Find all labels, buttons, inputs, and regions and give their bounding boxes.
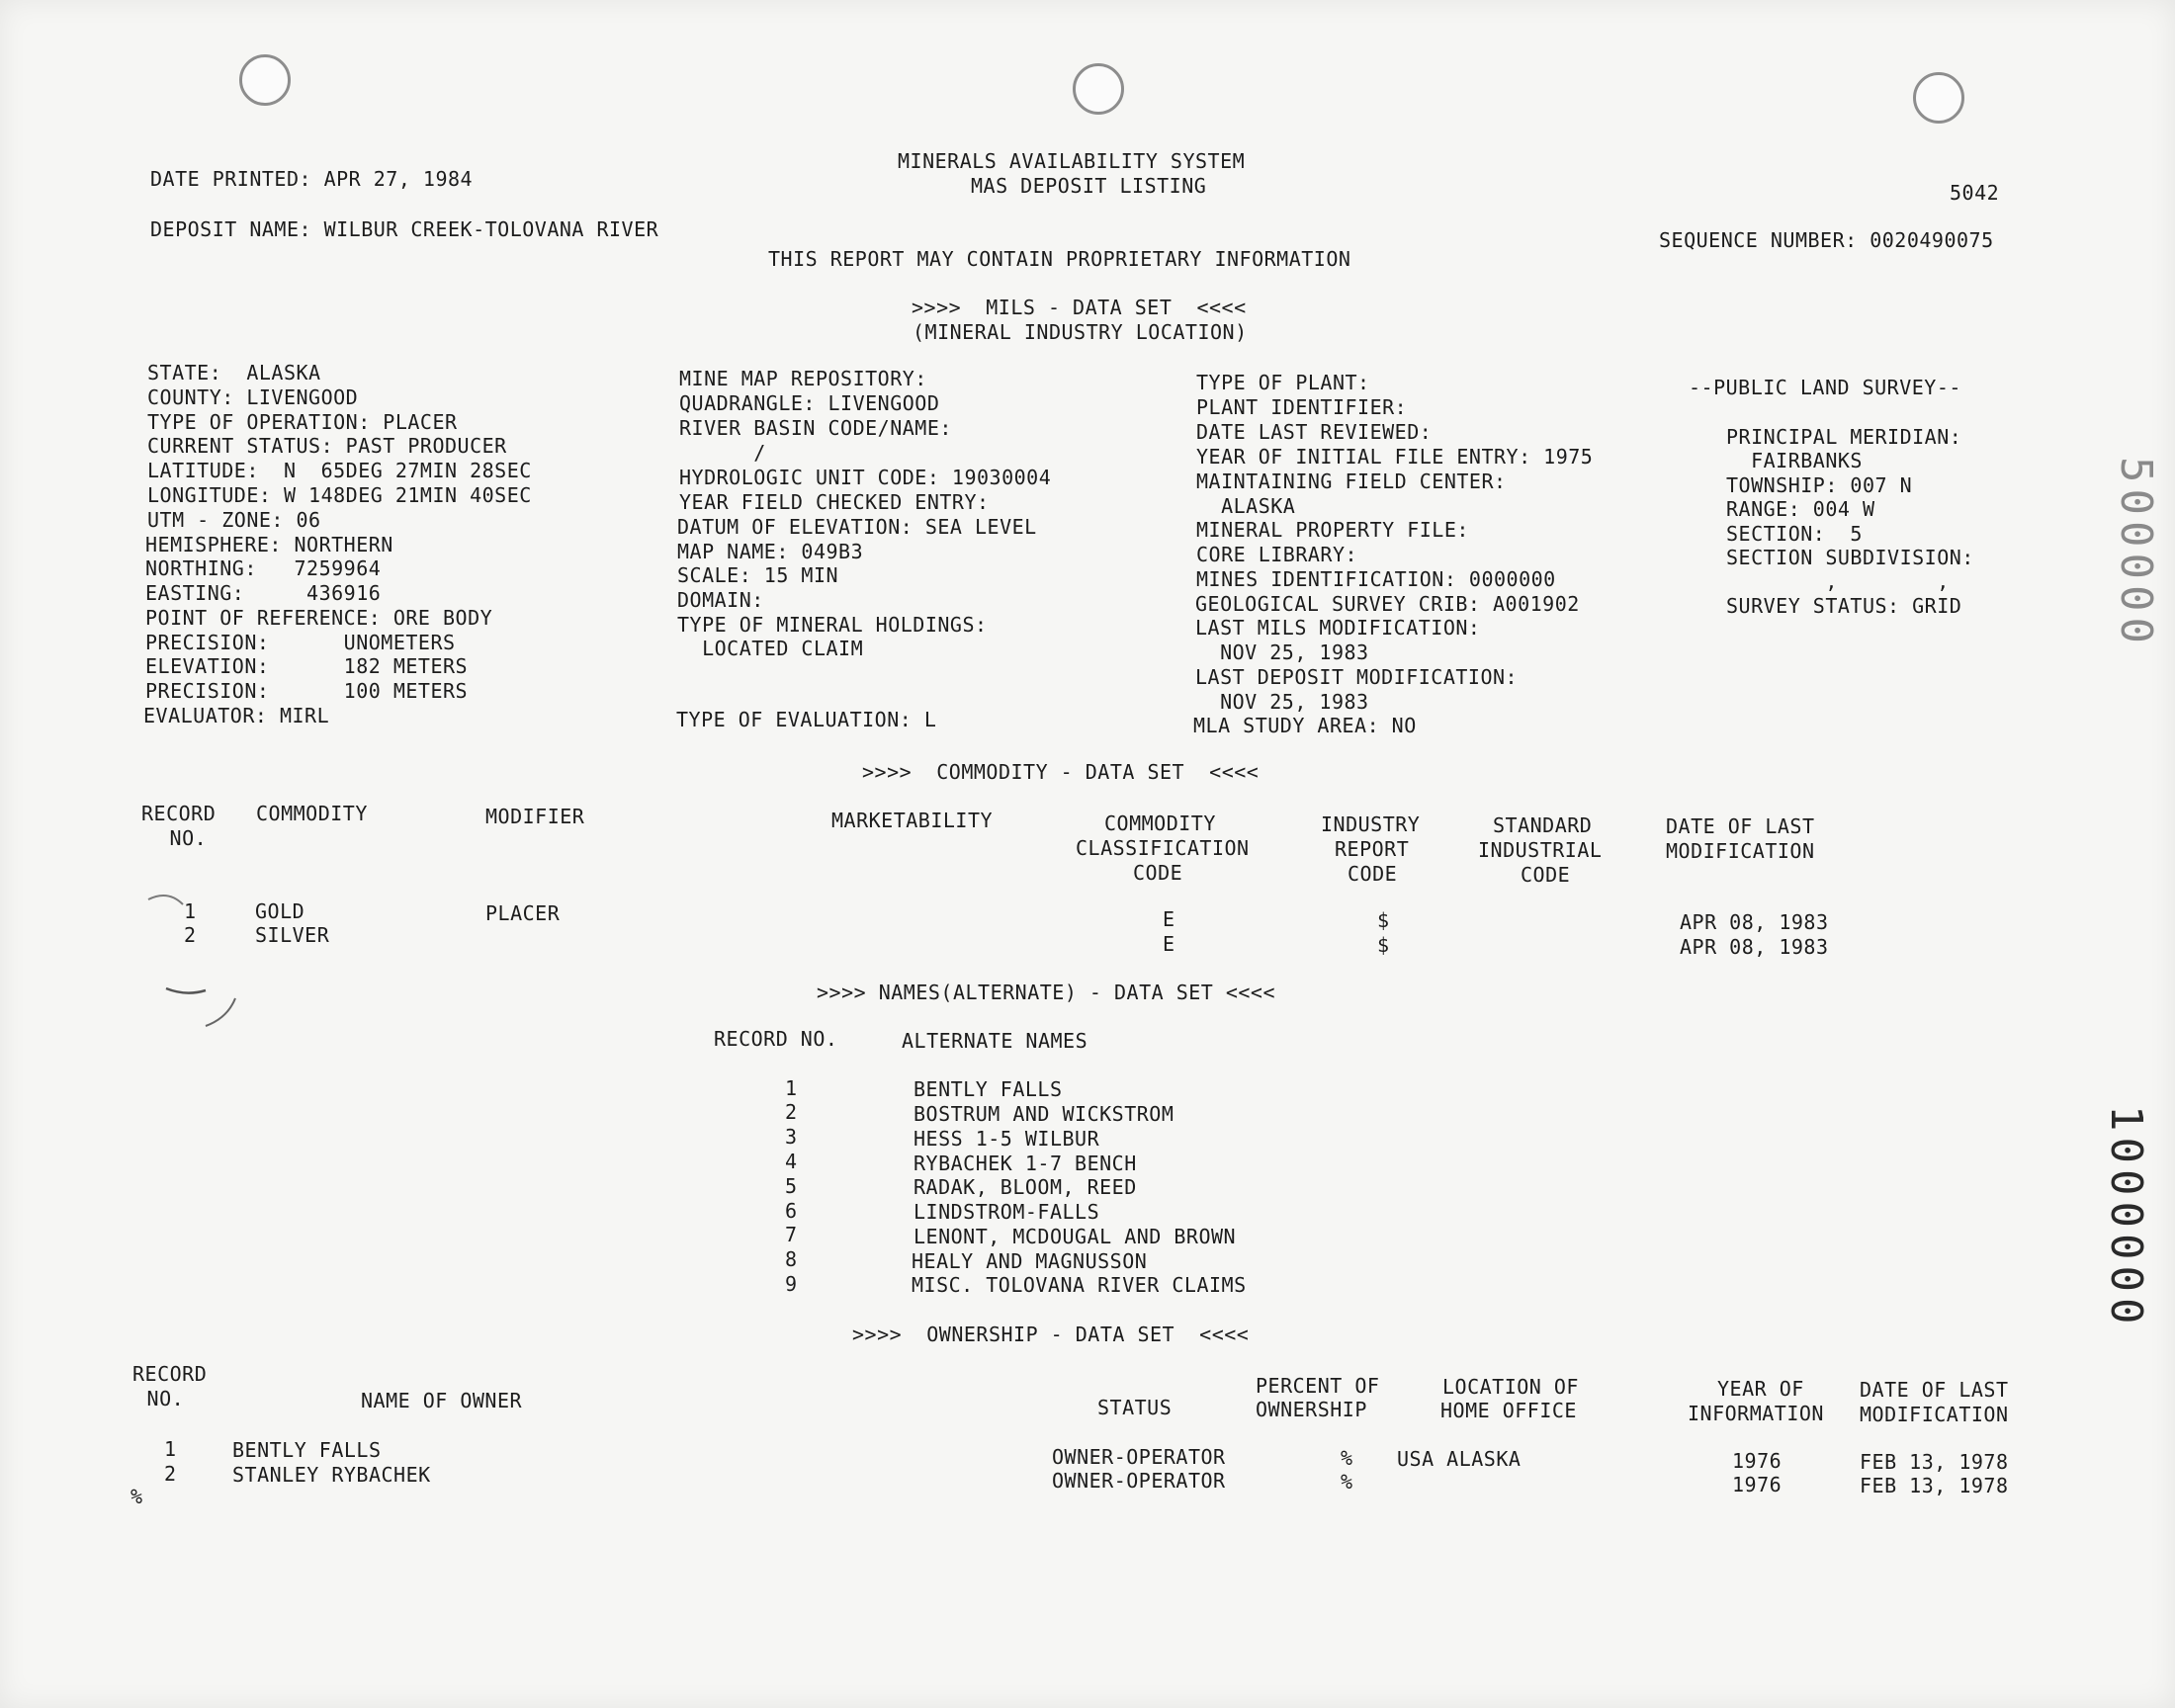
commodity-record-no: 2 — [184, 923, 197, 947]
name-record-no: 5 — [785, 1174, 798, 1198]
owner-name: BENTLY FALLS — [232, 1438, 382, 1462]
mils-field: MAP NAME: 049B3 — [677, 540, 864, 563]
owner-record-no: 1 — [164, 1437, 177, 1461]
commodity-date: APR 08, 1983 — [1680, 910, 1829, 934]
mils-field: CORE LIBRARY: — [1196, 543, 1358, 566]
owner-percent: % — [1341, 1470, 1353, 1494]
mils-field: TOWNSHIP: 007 N — [1726, 473, 1913, 497]
ownership-footer-mark: % — [130, 1485, 143, 1508]
own-header-date: MODIFICATION — [1860, 1403, 2009, 1426]
commodity-name: SILVER — [255, 923, 330, 947]
name-record-no: 3 — [785, 1125, 798, 1149]
mils-field: EVALUATOR: MIRL — [143, 704, 330, 727]
mils-field: DATUM OF ELEVATION: SEA LEVEL — [677, 515, 1037, 539]
col-header-modifier: MODIFIER — [485, 805, 585, 828]
mils-field: TYPE OF EVALUATION: L — [676, 708, 937, 731]
mils-field: HEMISPHERE: NORTHERN — [145, 533, 393, 556]
col-header-sic: CODE — [1521, 863, 1571, 887]
names-header-record: RECORD NO. — [714, 1027, 838, 1051]
mils-field: QUADRANGLE: LIVENGOOD — [679, 391, 940, 415]
names-section-title: >>>> NAMES(ALTERNATE) - DATA SET <<<< — [817, 981, 1276, 1004]
alternate-name: BOSTRUM AND WICKSTROM — [914, 1102, 1174, 1126]
col-header-industry: CODE — [1348, 862, 1398, 886]
col-header-date: DATE OF LAST — [1666, 814, 1815, 838]
margin-stamp-upper: 500000 — [2111, 457, 2161, 649]
mils-field: CURRENT STATUS: PAST PRODUCER — [147, 434, 507, 458]
col-header-classification: CODE — [1133, 861, 1183, 885]
owner-date: FEB 13, 1978 — [1860, 1474, 2009, 1497]
mils-field: PRINCIPAL MERIDIAN: — [1726, 425, 1962, 449]
mils-field: SURVEY STATUS: GRID — [1726, 594, 1962, 618]
owner-percent: % — [1341, 1446, 1353, 1470]
own-header-owner: NAME OF OWNER — [361, 1389, 523, 1412]
owner-year: 1976 — [1732, 1449, 1783, 1473]
own-header-location: HOME OFFICE — [1440, 1399, 1577, 1422]
mils-field: EASTING: 436916 — [145, 581, 382, 605]
name-record-no: 1 — [785, 1076, 798, 1100]
col-header-classification: CLASSIFICATION — [1076, 836, 1250, 860]
commodity-industry-code: $ — [1377, 908, 1390, 932]
owner-record-no: 2 — [164, 1462, 177, 1486]
handwritten-marks — [119, 870, 257, 1028]
mils-field: MAINTAINING FIELD CENTER: — [1196, 470, 1507, 493]
mils-field: LAST MILS MODIFICATION: — [1195, 616, 1481, 640]
own-header-record: RECORD — [132, 1362, 208, 1386]
name-record-no: 8 — [785, 1247, 798, 1271]
mils-field: ALASKA — [1196, 494, 1296, 518]
mils-field: STATE: ALASKA — [147, 361, 321, 384]
mils-field: TYPE OF OPERATION: PLACER — [147, 410, 458, 434]
commodity-record-no: 1 — [184, 899, 197, 923]
mils-section-title: >>>> MILS - DATA SET <<<< — [912, 296, 1247, 319]
alternate-name: HESS 1-5 WILBUR — [914, 1127, 1100, 1151]
col-header-date: MODIFICATION — [1666, 839, 1815, 863]
mils-field: SECTION SUBDIVISION: — [1726, 546, 1974, 569]
mils-field: RANGE: 004 W — [1726, 497, 1875, 521]
mils-field: DOMAIN: — [677, 588, 764, 612]
mils-field: PLANT IDENTIFIER: — [1196, 395, 1408, 419]
mils-field: RIVER BASIN CODE/NAME: — [679, 416, 952, 440]
mils-field: MINES IDENTIFICATION: 0000000 — [1196, 567, 1556, 591]
alternate-name: HEALY AND MAGNUSSON — [912, 1249, 1148, 1273]
own-header-percent: OWNERSHIP — [1256, 1398, 1367, 1421]
name-record-no: 7 — [785, 1223, 798, 1246]
mils-field: HYDROLOGIC UNIT CODE: 19030004 — [679, 466, 1052, 489]
commodity-class-code: E — [1163, 907, 1175, 931]
mils-field: PRECISION: UNOMETERS — [145, 631, 456, 654]
mils-field: MLA STUDY AREA: NO — [1193, 714, 1417, 737]
own-header-record: NO. — [134, 1387, 185, 1410]
mils-field: YEAR FIELD CHECKED ENTRY: — [679, 490, 990, 514]
mils-field: SCALE: 15 MIN — [677, 563, 839, 587]
owner-date: FEB 13, 1978 — [1860, 1450, 2009, 1474]
owner-name: STANLEY RYBACHEK — [232, 1463, 431, 1487]
ownership-section-title: >>>> OWNERSHIP - DATA SET <<<< — [852, 1323, 1250, 1346]
mils-field: MINE MAP REPOSITORY: — [679, 367, 927, 390]
mils-field: LOCATED CLAIM — [677, 637, 864, 660]
mils-field: MINERAL PROPERTY FILE: — [1196, 518, 1469, 542]
own-header-date: DATE OF LAST — [1860, 1378, 2009, 1402]
own-header-percent: PERCENT OF — [1256, 1374, 1380, 1398]
alternate-name: RADAK, BLOOM, REED — [914, 1175, 1137, 1199]
mils-field: , , — [1726, 569, 1950, 593]
listing-title: MAS DEPOSIT LISTING — [971, 174, 1207, 198]
mils-field: LONGITUDE: W 148DEG 21MIN 40SEC — [147, 483, 532, 507]
mils-field: FAIRBANKS — [1726, 449, 1863, 472]
commodity-name: GOLD — [255, 899, 305, 923]
alternate-name: RYBACHEK 1-7 BENCH — [914, 1152, 1137, 1175]
own-header-status: STATUS — [1097, 1396, 1173, 1419]
commodity-industry-code: $ — [1377, 933, 1390, 957]
name-record-no: 6 — [785, 1199, 798, 1223]
public-land-survey-title: --PUBLIC LAND SURVEY-- — [1689, 376, 1961, 399]
mils-section-subtitle: (MINERAL INDUSTRY LOCATION) — [913, 320, 1248, 344]
margin-stamp-lower: 1000000 — [2101, 1105, 2151, 1330]
mils-field: LATITUDE: N 65DEG 27MIN 28SEC — [147, 459, 532, 482]
mils-field: / — [679, 441, 766, 465]
punch-hole-right — [1913, 72, 1964, 124]
alternate-name: BENTLY FALLS — [914, 1077, 1063, 1101]
punch-hole-left — [239, 54, 291, 106]
col-header-industry: REPORT — [1335, 837, 1410, 861]
system-title: MINERALS AVAILABILITY SYSTEM — [898, 149, 1246, 173]
mils-field: TYPE OF MINERAL HOLDINGS: — [677, 613, 988, 637]
owner-location: USA ALASKA — [1397, 1447, 1522, 1471]
mils-field: SECTION: 5 — [1726, 522, 1863, 546]
own-header-year: YEAR OF — [1717, 1377, 1804, 1401]
alternate-name: LENONT, MCDOUGAL AND BROWN — [914, 1225, 1237, 1248]
name-record-no: 4 — [785, 1150, 798, 1173]
mils-field: PRECISION: 100 METERS — [145, 679, 469, 703]
names-header-alternate: ALTERNATE NAMES — [902, 1029, 1088, 1053]
commodity-section-title: >>>> COMMODITY - DATA SET <<<< — [862, 760, 1260, 784]
own-header-location: LOCATION OF — [1442, 1375, 1579, 1399]
deposit-name: DEPOSIT NAME: WILBUR CREEK-TOLOVANA RIVER — [150, 217, 659, 241]
name-record-no: 9 — [785, 1272, 798, 1296]
own-header-year: INFORMATION — [1688, 1402, 1824, 1425]
mils-field: GEOLOGICAL SURVEY CRIB: A001902 — [1195, 592, 1580, 616]
col-header-record: RECORD — [141, 802, 217, 825]
owner-year: 1976 — [1732, 1473, 1783, 1496]
mils-field: TYPE OF PLANT: — [1196, 371, 1370, 394]
sequence-number: SEQUENCE NUMBER: 0020490075 — [1659, 228, 1994, 252]
owner-status: OWNER-OPERATOR — [1052, 1469, 1226, 1493]
mils-field: UTM - ZONE: 06 — [147, 508, 321, 532]
col-header-record: NO. — [157, 826, 208, 850]
mils-field: ELEVATION: 182 METERS — [145, 654, 469, 678]
alternate-name: MISC. TOLOVANA RIVER CLAIMS — [912, 1273, 1247, 1297]
proprietary-note: THIS REPORT MAY CONTAIN PROPRIETARY INFORMATION — [768, 247, 1351, 271]
mils-field: COUNTY: LIVENGOOD — [147, 385, 359, 409]
col-header-sic: STANDARD — [1493, 813, 1593, 837]
col-header-classification: COMMODITY — [1104, 811, 1216, 835]
commodity-modifier: PLACER — [485, 901, 561, 925]
mils-field: NORTHING: 7259964 — [145, 556, 382, 580]
punch-hole-center — [1073, 63, 1124, 115]
col-header-sic: INDUSTRIAL — [1478, 838, 1603, 862]
mils-field: NOV 25, 1983 — [1195, 640, 1369, 664]
col-header-industry: INDUSTRY — [1321, 812, 1421, 836]
commodity-date: APR 08, 1983 — [1680, 935, 1829, 959]
mils-field: YEAR OF INITIAL FILE ENTRY: 1975 — [1196, 445, 1594, 469]
page-number: 5042 — [1950, 181, 2000, 205]
alternate-name: LINDSTROM-FALLS — [914, 1200, 1100, 1224]
name-record-no: 2 — [785, 1100, 798, 1124]
owner-status: OWNER-OPERATOR — [1052, 1445, 1226, 1469]
mils-field: DATE LAST REVIEWED: — [1196, 420, 1433, 444]
col-header-marketability: MARKETABILITY — [831, 809, 994, 832]
commodity-class-code: E — [1163, 932, 1175, 956]
mils-field: POINT OF REFERENCE: ORE BODY — [145, 606, 493, 630]
mils-field: NOV 25, 1983 — [1195, 690, 1369, 714]
col-header-commodity: COMMODITY — [256, 802, 368, 825]
date-printed: DATE PRINTED: APR 27, 1984 — [150, 167, 474, 191]
mils-field: LAST DEPOSIT MODIFICATION: — [1195, 665, 1519, 689]
